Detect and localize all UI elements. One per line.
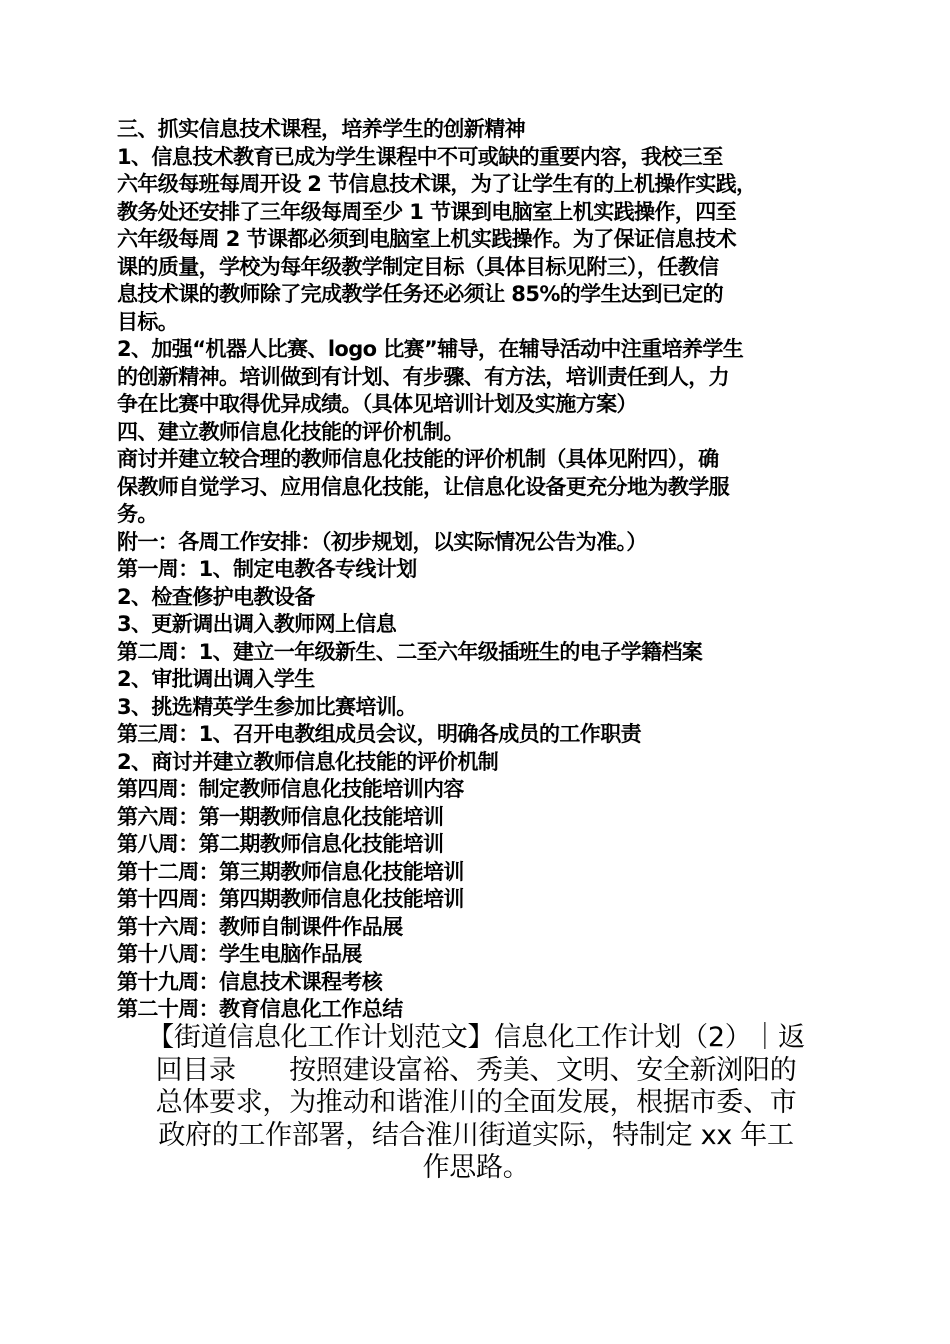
text-line: 3、挑选精英学生参加比赛培训。 [117,694,417,719]
text-line: 回目录 按照建设富裕、秀美、文明、安全新浏阳的 [155,1054,797,1086]
text-line: 政府的工作部署，结合淮川街道实际，特制定 xx 年工 [158,1119,794,1151]
text-line: 第十八周：学生电脑作品展 [117,942,362,966]
text-line: 作思路。 [422,1152,530,1183]
text-line: 3、更新调出调入教师网上信息 [117,612,397,636]
text-line: 第十二周：第三期教师信息化技能培训 [117,859,464,884]
text-line: 务。 [117,502,158,526]
text-line: 第十四周：第四期教师信息化技能培训 [117,887,464,911]
plain-text-block [118,1022,834,1185]
text-line: 商讨并建立较合理的教师信息化技能的评价机制（具体见附四），确 [117,447,719,471]
text-line: 2、检查修护电教设备 [117,584,315,609]
text-line: 2、商讨并建立教师信息化技能的评价机制 [117,749,499,774]
text-line: 息技术课的教师除了完成教学任务还必须让 85%的学生达到已定的 [117,282,723,306]
text-line: 第六周：第一期教师信息化技能培训 [117,804,444,829]
text-line: 附一：各周工作安排：（初步规划，以实际情况公告为准。） [117,529,647,554]
text-line: 四、建立教师信息化技能的评价机制。 [117,419,464,444]
text-line: 1、信息技术教育已成为学生课程中不可或缺的重要内容，我校三至 [117,144,723,169]
text-line: 2、审批调出调入学生 [117,667,315,691]
text-line: 第八周：第二期教师信息化技能培训 [117,832,444,856]
text-line: 第一周：1、制定电教各专线计划 [117,557,417,581]
text-line: 第十九周：信息技术课程考核 [117,969,383,994]
text-line: 保教师自觉学习、应用信息化技能，让信息化设备更充分地为教学服 [117,474,729,499]
text-line: 课的质量，学校为每年级教学制定目标（具体目标见附三），任教信 [117,254,719,279]
text-line: 2、加强“机器人比赛、logo 比赛”辅导，在辅导活动中注重培养学生 [117,337,744,361]
text-line: 争在比赛中取得优异成绩。（具体见培训计划及实施方案） [117,392,637,416]
text-line: 第十六周：教师自制课件作品展 [117,914,403,939]
text-line: 三、抓实信息技术课程，培养学生的创新精神 [117,117,525,141]
text-line: 总体要求，为推动和谐淮川的全面发展，根据市委、市 [155,1087,797,1118]
text-line: 的创新精神。培训做到有计划、有步骤、有方法，培训责任到人，力 [117,364,729,389]
text-line: 教务处还安排了三年级每周至少 1 节课到电脑室上机实践操作，四至 [117,199,737,224]
text-line: 六年级每周 2 节课都必须到电脑室上机实践操作。为了保证信息技术 [117,227,737,251]
text-line: 六年级每班每周开设 2 节信息技术课，为了让学生有的上机操作实践， [117,172,757,196]
text-line: 第二周：1、建立一年级新生、二至六年级插班生的电子学籍档案 [117,639,703,664]
bold-text-block [117,116,837,1024]
text-line: 第四周：制定教师信息化技能培训内容 [117,777,464,801]
text-line: 第二十周：教育信息化工作总结 [117,997,403,1021]
text-line: 第三周：1、召开电教组成员会议，明确各成员的工作职责 [117,722,642,746]
text-line: 【街道信息化工作计划范文】信息化工作计划（2）｜返 [147,1022,805,1053]
text-line: 目标。 [117,309,179,334]
